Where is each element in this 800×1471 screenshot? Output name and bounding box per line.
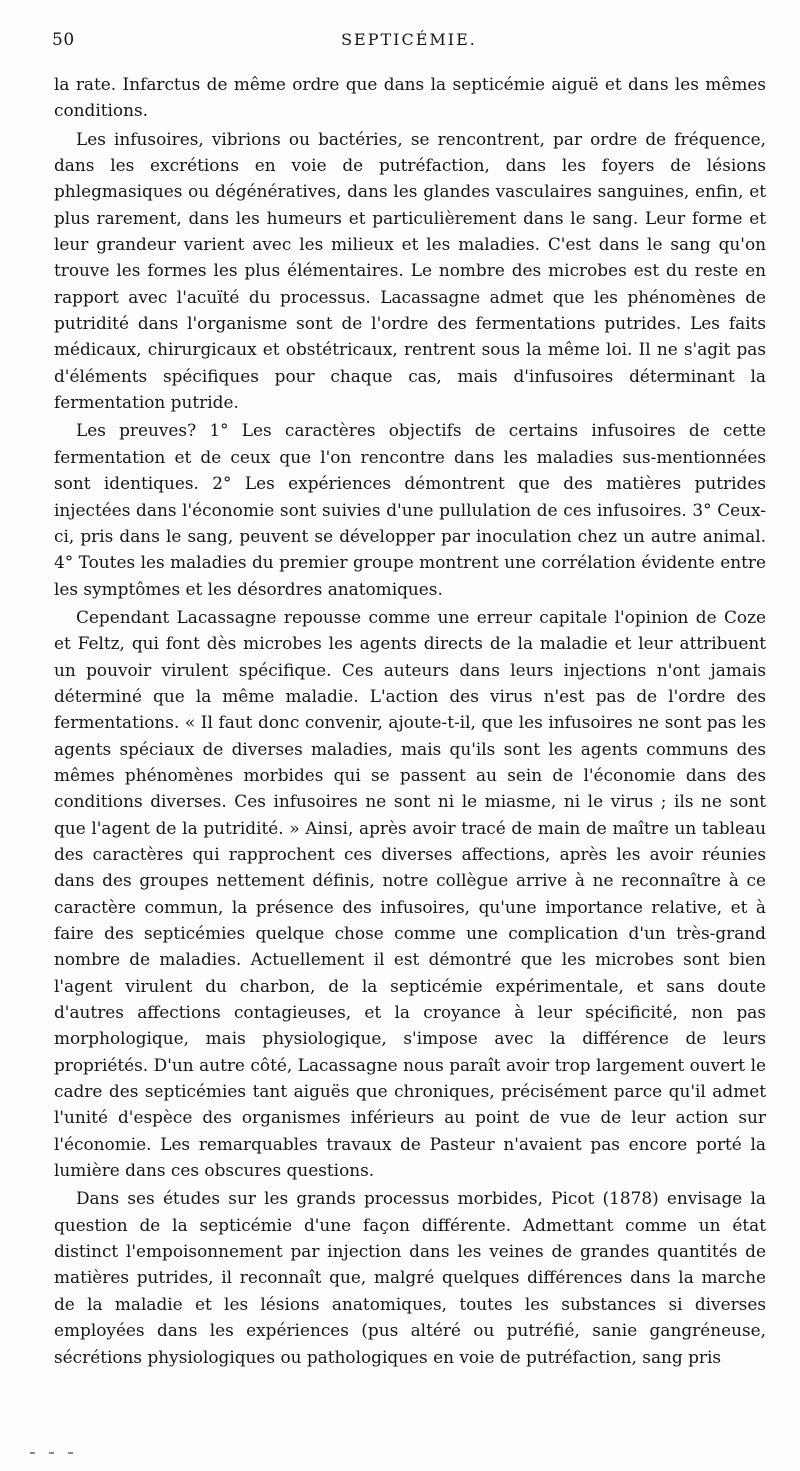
paragraph-lacassagne: Cependant Lacassagne repousse comme une erreur capitale l'opinion de Coze et Feltz, qui font dès microbes les agents directs de la maladie et leur attribuent un pouvoir virulent spécifique. Ces auteurs dans leurs injections n'ont jamais déterminé que la même maladie. L'action des virus n'est pas de l'ordre des fermentations. « Il faut donc convenir, ajoute-t-il, que les infusoires ne sont pas les agents spéciaux de diverses maladies, mais qu'ils sont les agents communs des mêmes phénomènes morbides qui se passent au sein de l'économie dans des conditions diverses. Ces infusoires ne sont ni le miasme, ni le virus ; ils ne sont que l'agent de la putridité. » Ainsi, après avoir tracé de main de maître un tableau des caractères qui rapprochent ces diverses affections, après les avoir réunies dans des groupes nettement définis, notre collègue arrive à ne reconnaître à ce caractère commun, la présence des infusoires, qu'une importance relative, et à faire des septicémies quelque chose comme une complication d'un très-grand nombre de maladies. Actuellement il est démontré que les microbes sont bien l'agent virulent du charbon, de la septicémie expérimentale, et sans doute d'autres affections contagieuses, et la croyance à leur spécificité, non pas morphologique, mais physiologique, s'impose avec la différence de leurs propriétés. D'un autre côté, Lacassagne nous paraît avoir trop largement ouvert le cadre des septicémies tant aiguës que chroniques, précisément parce qu'il admet l'unité d'espèce des organismes inférieurs au point de vue de leur action sur l'économie. Les remarquables travaux de Pasteur n'avaient pas encore porté la lumière dans ces obscures questions.	[54, 606, 766, 1181]
paragraph-infusoires: Les infusoires, vibrions ou bactéries, se rencontrent, par ordre de fréquence, dans les excrétions en voie de putréfaction, dans les foyers de lésions phlegmasiques ou dégénératives, dans les glandes vasculaires sanguines, enfin, et plus rarement, dans les humeurs et particulièrement dans le sang. Leur forme et leur grandeur varient avec les milieux et les maladies. C'est dans le sang qu'on trouve les formes les plus élémentaires. Le nombre des microbes est du reste en rapport avec l'acuïté du processus. Lacassagne admet que les phénomènes de putridité dans l'organisme sont de l'ordre des fermentations putrides. Les faits médicaux, chirurgicaux et obstétricaux, rentrent sous la même loi. Il ne s'agit pas d'éléments spécifiques pour chaque cas, mais d'infusoires déterminant la fermentation putride.	[54, 128, 766, 413]
print-mark	[68, 1452, 73, 1454]
print-marks	[30, 1439, 100, 1443]
paragraph-picot: Dans ses études sur les grands processus morbides, Picot (1878) envisage la question de la septicémie d'une façon différente. Admettant comme un état distinct l'empoisonnement par injection dans les veines de grandes quantités de matières putrides, il reconnaît que, malgré quelques différences dans la marche de la maladie et les lésions anatomiques, toutes les substances si diverses employées dans les expériences (pus altéré ou putréfié, sanie gangréneuse, sécrétions physiologiques ou pathologiques en voie de putréfaction, sang pris	[54, 1188, 766, 1367]
page-header	[52, 30, 766, 56]
paragraph-preuves: Les preuves? 1° Les caractères objectifs de certains infusoires de cette fermentation et de ceux que l'on rencontre dans les maladies sus-mentionnées sont identiques. 2° Les expériences démontrent que des matières putrides injectées dans l'économie sont suivies d'une pullulation de ces infusoires. 3° Ceux-ci, pris dans le sang, peuvent se développer par inoculation chez un autre animal. 4° Toutes les maladies du premier groupe montrent une corrélation évidente entre les symptômes et les désordres anatomiques.	[54, 420, 766, 599]
print-mark	[30, 1452, 35, 1454]
print-mark	[49, 1452, 54, 1454]
page-number: 50	[52, 30, 75, 50]
paragraph-continuation: la rate. Infarctus de même ordre que dans la septicémie aiguë et dans les mêmes conditions.	[54, 74, 766, 121]
body-text	[54, 71, 766, 1370]
running-title: SEPTICÉMIE.	[341, 30, 477, 49]
